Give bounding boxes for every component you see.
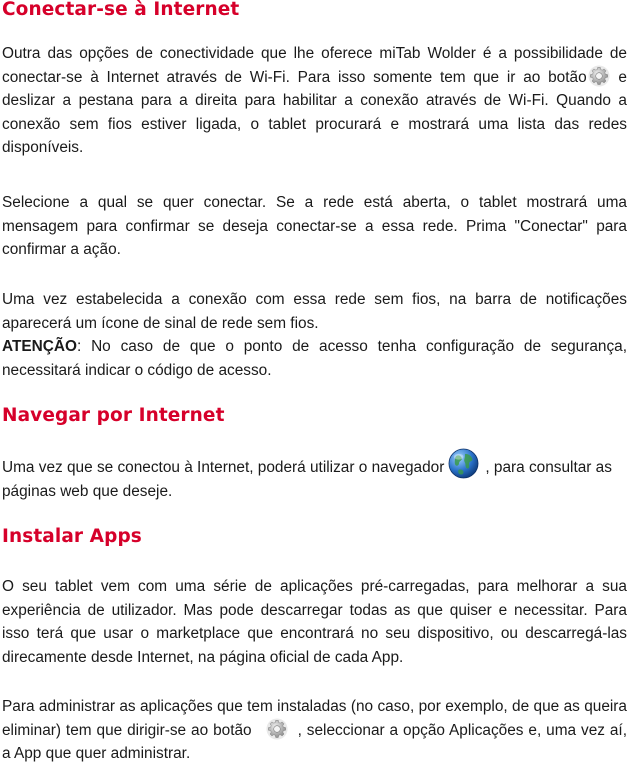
heading-navegar-internet: Navegar por Internet — [2, 405, 225, 426]
browser-globe-icon — [448, 448, 479, 479]
attention-text: : No caso de que o ponto de acesso tenha configuração de segurança, necessitará indicar o código de acesso. — [2, 338, 627, 379]
heading-conectar-internet: Conectar-se à Internet — [2, 0, 240, 20]
paragraph-manage-apps-text-2: , seleccionar a opção Aplicações e, uma vez aí, a App que quer administrar. — [2, 721, 627, 763]
paragraph-manage-apps-text: Para administrar as aplicações que tem instaladas (no caso, por exemplo, de que as queira eliminar) tem que dirigir-se ao botão — [2, 698, 627, 739]
paragraph-browser-text-2: , para consultar as páginas web que deseje. — [2, 459, 612, 500]
paragraph-wifi-intro-text: Outra das opções de conectividade que lhe oferece miTab Wolder é a possibilidade de conectar-se à Internet através de Wi-Fi. Para isso somente tem que ir ao botão — [2, 45, 627, 86]
settings-gear-icon — [266, 718, 288, 740]
paragraph-wifi-intro-text-2: e deslizar a pestana para a direita para habilitar a conexão através de Wi-Fi. Quando a conexão sem fios estiver ligada, o tablet procurará e mostrará uma lista das redes disponíveis. — [2, 68, 627, 157]
paragraph-select-network: Selecione a qual se quer conectar. Se a rede está aberta, o tablet mostrará uma mensagem para confirmar se deseja conectar-se a essa rede. Prima "Conectar" para confirmar a ação. — [2, 194, 627, 259]
attention-label: ATENÇÃO — [2, 338, 77, 355]
paragraph-browser — [2, 456, 627, 503]
paragraph-manage-apps — [2, 695, 627, 766]
paragraph-apps-intro: O seu tablet vem com uma série de aplicações pré-carregadas, para melhorar a sua experiência de utilizador. Mas pode descarregar todas as que quiser e necessitar. Para isso terá que usar o marketplace que encontrará no seu dispositivo, ou descarregá-las direcamente desde Internet, na página oficial de cada App. — [2, 578, 627, 666]
settings-gear-icon — [588, 65, 610, 87]
heading-instalar-apps: Instalar Apps — [2, 526, 142, 547]
paragraph-attention — [2, 335, 627, 382]
paragraph-browser-text: Uma vez que se conectou à Internet, poderá utilizar o navegador — [2, 459, 445, 476]
paragraph-connection-established: Uma vez estabelecida a conexão com essa rede sem fios, na barra de notificações aparecerá um ícone de sinal de rede sem fios. — [2, 291, 627, 332]
paragraph-wifi-intro — [2, 42, 627, 160]
